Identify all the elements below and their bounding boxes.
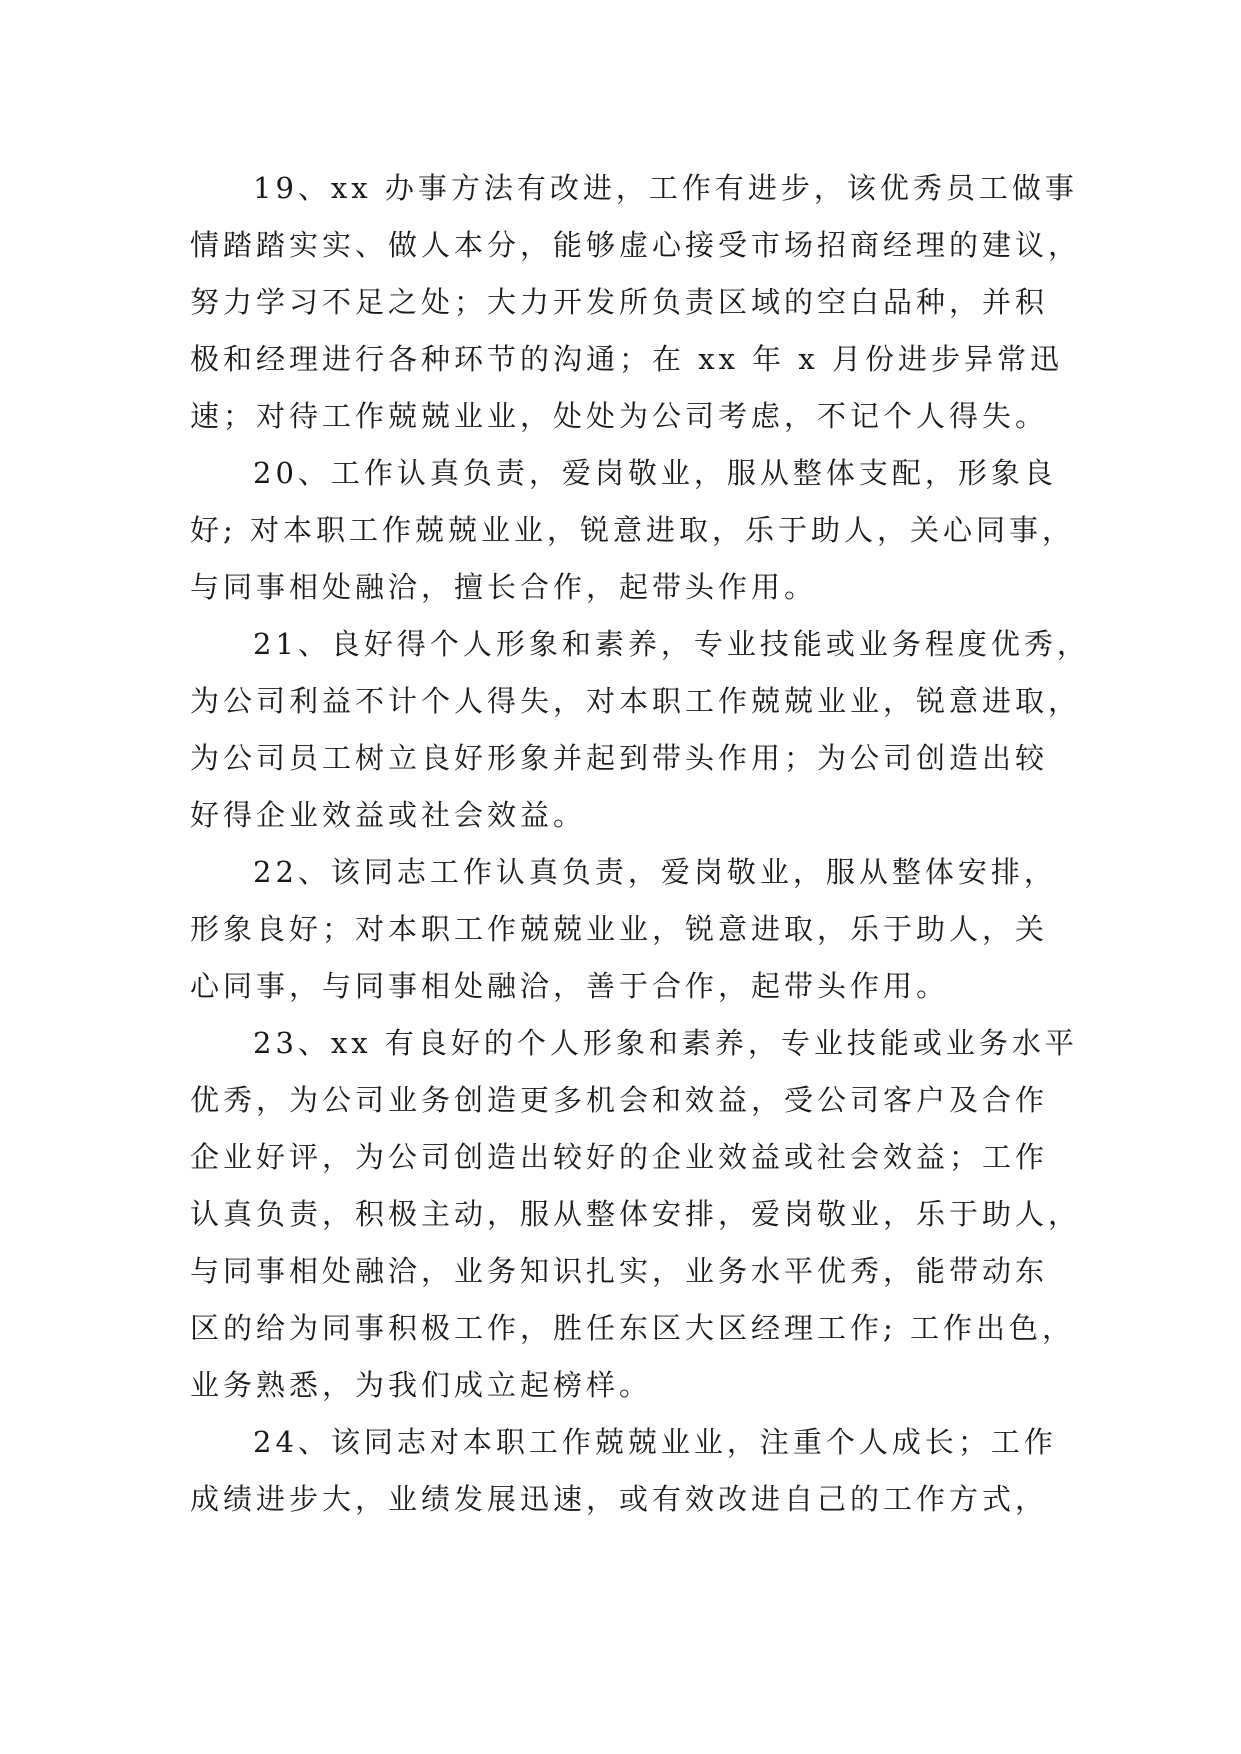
text-line: 情踏踏实实、做人本分，能够虚心接受市场招商经理的建议， <box>190 228 1082 262</box>
text-line: 优秀，为公司业务创造更多机会和效益，受公司客户及合作 <box>190 1083 1049 1117</box>
text-line: 24、该同志对本职工作兢兢业业，注重个人成长；工作 <box>253 1425 1057 1459</box>
paragraph-23 <box>190 1015 1082 1414</box>
text-line: 业务熟悉，为我们成立起榜样。 <box>190 1368 653 1402</box>
text-line: 好得企业效益或社会效益。 <box>190 798 587 832</box>
document-body <box>190 160 1090 1528</box>
paragraph-21 <box>190 616 1090 844</box>
paragraph-24 <box>190 1414 1070 1528</box>
text-line: 极和经理进行各种环节的沟通；在 xx 年 x 月份进步异常迅 <box>190 342 1063 376</box>
text-line: 21、良好得个人形象和素养，专业技能或业务程度优秀， <box>253 627 1090 661</box>
text-line: 形象良好；对本职工作兢兢业业，锐意进取，乐于助人，关 <box>190 912 1049 946</box>
paragraph-22 <box>190 844 1070 1015</box>
paragraph-19 <box>190 160 1082 445</box>
text-line: 心同事，与同事相处融洽，善于合作，起带头作用。 <box>190 969 950 1003</box>
text-line: 区的给为同事积极工作，胜任东区大区经理工作; 工作出色， <box>190 1311 1075 1345</box>
text-line: 为公司员工树立良好形象并起到带头作用；为公司创造出较 <box>190 741 1049 775</box>
text-line: 成绩进步大，业绩发展迅速，或有效改进自己的工作方式， <box>190 1482 1049 1516</box>
text-line: 企业好评，为公司创造出较好的企业效益或社会效益；工作 <box>190 1140 1049 1174</box>
text-line: 20、工作认真负责，爱岗敬业，服从整体支配，形象良 <box>253 456 1057 490</box>
text-line: 速；对待工作兢兢业业，处处为公司考虑，不记个人得失。 <box>190 399 1049 433</box>
text-line: 努力学习不足之处；大力开发所负责区域的空白品种，并积 <box>190 285 1049 319</box>
text-line: 22、该同志工作认真负责，爱岗敬业，服从整体安排， <box>253 855 1057 889</box>
paragraph-20 <box>190 445 1075 616</box>
text-line: 认真负责，积极主动，服从整体安排，爱岗敬业，乐于助人， <box>190 1197 1082 1231</box>
text-line: 好; 对本职工作兢兢业业，锐意进取，乐于助人，关心同事， <box>190 513 1075 547</box>
text-line: 为公司利益不计个人得失，对本职工作兢兢业业，锐意进取， <box>190 684 1082 718</box>
text-line: 与同事相处融洽，擅长合作，起带头作用。 <box>190 570 818 604</box>
text-line: 与同事相处融洽，业务知识扎实，业务水平优秀，能带动东 <box>190 1254 1049 1288</box>
text-line: 23、xx 有良好的个人形象和素养，专业技能或业务水平 <box>253 1026 1078 1060</box>
text-line: 19、xx 办事方法有改进，工作有进步，该优秀员工做事 <box>253 171 1078 205</box>
